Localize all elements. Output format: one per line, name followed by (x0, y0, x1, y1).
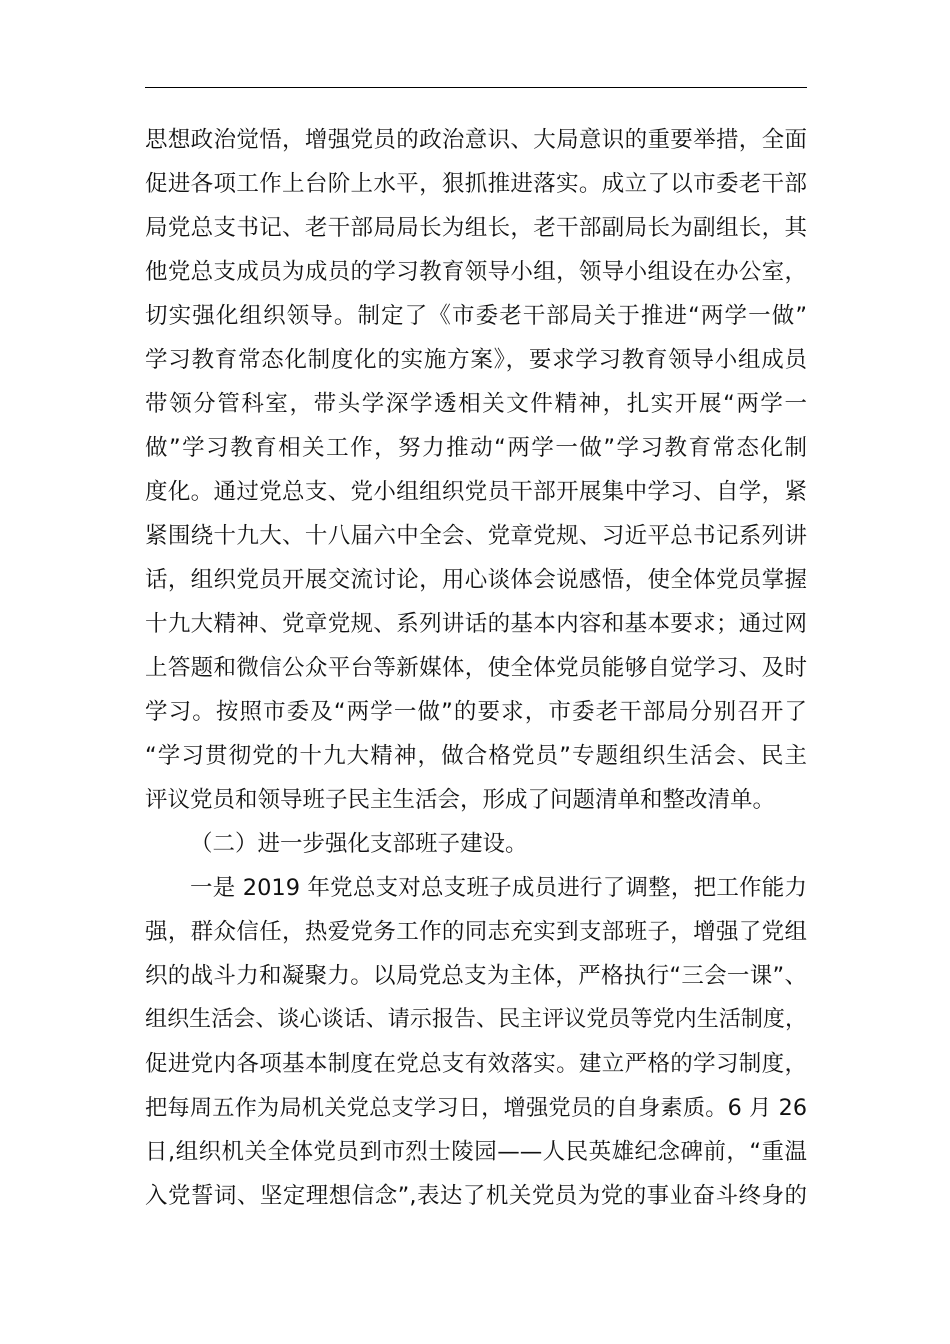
text-line: 强，群众信任，热爱党务工作的同志充实到支部班子，增强了党组 (145, 919, 807, 945)
text-line: 学习教育常态化制度化的实施方案》，要求学习教育领导小组成员 (145, 347, 807, 373)
header-rule (145, 87, 807, 88)
text-line: 织的战斗力和凝聚力。以局党总支为主体，严格执行“三会一课”、 (145, 963, 807, 989)
text-line: 组织生活会、谈心谈话、请示报告、民主评议党员等党内生活制度， (145, 1007, 807, 1032)
text-line: 话，组织党员开展交流讨论，用心谈体会说感悟，使全体党员掌握 (145, 567, 807, 593)
text-line: 带领分管科室，带头学深学透相关文件精神，扎实开展“两学一 (145, 391, 807, 417)
text-line: 上答题和微信公众平台等新媒体，使全体党员能够自觉学习、及时 (145, 655, 807, 681)
paragraph-first-line: 一是 2019 年党总支对总支班子成员进行了调整，把工作能力 (190, 875, 807, 901)
paragraph-end-line: 评议党员和领导班子民主生活会，形成了问题清单和整改清单。 (145, 787, 776, 813)
text-line: 他党总支成员为成员的学习教育领导小组，领导小组设在办公室， (145, 259, 807, 285)
text-line: 把每周五作为局机关党总支学习日，增强党员的自身素质。6 月 26 (145, 1095, 807, 1121)
text-line: 做”学习教育相关工作，努力推动“两学一做”学习教育常态化制 (145, 435, 807, 461)
text-line: 入党誓词、坚定理想信念”,表达了机关党员为党的事业奋斗终身的 (145, 1183, 807, 1209)
text-line: 局党总支书记、老干部局局长为组长，老干部副局长为副组长，其 (145, 215, 807, 241)
text-line: 紧围绕十九大、十八届六中全会、党章党规、习近平总书记系列讲 (145, 523, 807, 549)
text-line: 促进党内各项基本制度在党总支有效落实。建立严格的学习制度， (145, 1051, 807, 1077)
text-line: 促进各项工作上台阶上水平，狠抓推进落实。成立了以市委老干部 (145, 171, 807, 197)
text-line: 度化。通过党总支、党小组组织党员干部开展集中学习、自学，紧 (145, 479, 807, 505)
text-line: 日,组织机关全体党员到市烈士陵园——人民英雄纪念碑前，“重温 (145, 1139, 807, 1165)
text-line: 十九大精神、党章党规、系列讲话的基本内容和基本要求；通过网 (145, 611, 807, 637)
text-line: 学习。按照市委及“两学一做”的要求，市委老干部局分别召开了 (145, 699, 807, 725)
text-line: 思想政治觉悟，增强党员的政治意识、大局意识的重要举措，全面 (145, 127, 807, 153)
text-line: 切实强化组织领导。制定了《市委老干部局关于推进“两学一做” (145, 303, 807, 329)
text-line: “学习贯彻党的十九大精神，做合格党员”专题组织生活会、民主 (145, 743, 807, 769)
document-body (145, 118, 807, 1218)
section-heading: （二）进一步强化支部班子建设。 (190, 831, 528, 857)
